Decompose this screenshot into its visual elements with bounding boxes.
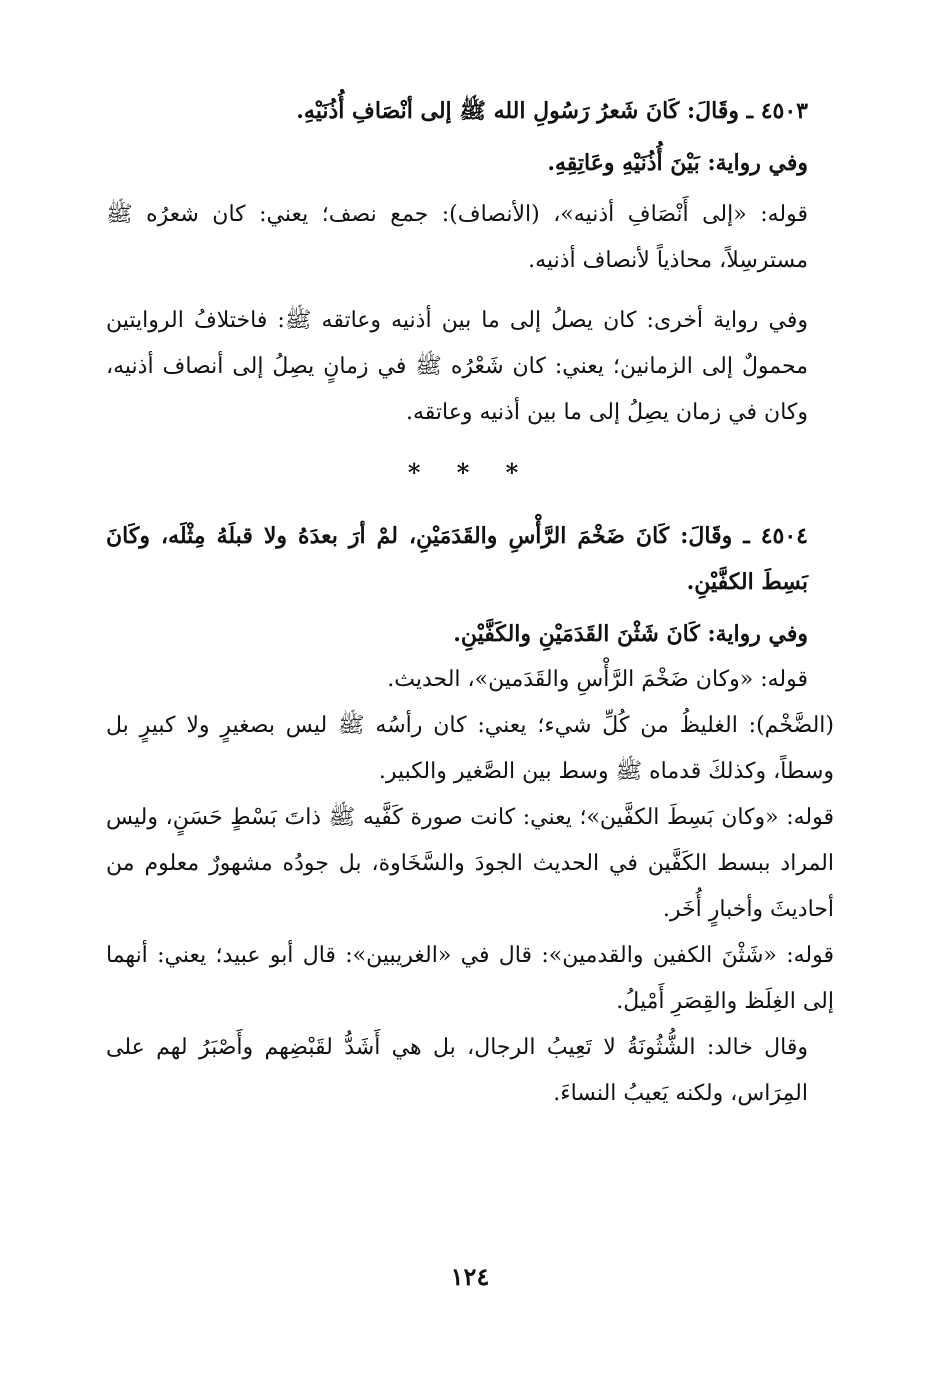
hadith-4504-commentary-2: (الضَّخْم): الغليظُ من كُلِّ شيء؛ يعني: كان رأسُه ﷺ ليس بصغيرٍ ولا كبيرٍ بل وسطاً، وكذلكَ قدماه ﷺ وسط بين الصَّغير والكبير. xyxy=(106,713,834,784)
hadith-4503-commentary-1: قوله: «إلى أَنْصَافِ أذنيه»، (الأنصاف): جمع نصف؛ يعني: كان شعرُه ﷺ مسترسِلاً، محاذياً لأنصاف أذنيه. xyxy=(106,202,808,273)
page-number: ١٢٤ xyxy=(450,1262,490,1291)
hadith-4503-text: ٤٥٠٣ ـ وقَالَ: كَانَ شَعرُ رَسُولِ الله ﷺ إلى أنْصَافِ أُذُنَيْهِ. xyxy=(296,98,808,124)
hadith-4504-commentary-5: وقال خالد: الشُّثُونَةُ لا تَعِيبُ الرجال، بل هي أَشَدُّ لقَبْضِهم وأَصْبَرُ لهم على المِرَاس، ولكنه يَعيبُ النساءَ. xyxy=(106,1035,808,1106)
hadith-4504-text: ٤٥٠٤ ـ وقَالَ: كَانَ ضَخْمَ الرَّأْسِ والقَدَمَيْنِ، لمْ أرَ بعدَهُ ولا قبلَهُ مِثْلَه، وكَانَ بَسِطَ الكفَّيْنِ. xyxy=(106,523,808,595)
hadith-4504-commentary-3: قوله: «وكان بَسِطَ الكفَّين»؛ يعني: كانت صورة كَفَّيه ﷺ ذاتَ بَسْطٍ حَسَنٍ، وليس المراد ببسط الكَفَّين في الحديث الجودَ والسَّخَاوة، بل جودُه مشهورٌ معلوم من أحاديثَ وأخبارٍ أُخَر. xyxy=(106,805,834,922)
hadith-4503-narration: وفي رواية: بَيْنَ أُذُنَيْهِ وعَاتِقِهِ. xyxy=(547,150,808,176)
hadith-4504-narration: وفي رواية: كَانَ شَثْنَ القَدَمَيْنِ والكَفَّيْنِ. xyxy=(453,621,808,647)
section-separator: * * * xyxy=(407,458,533,487)
hadith-4503-commentary-2: وفي رواية أخرى: كان يصلُ إلى ما بين أذنيه وعاتقه ﷺ: فاختلافُ الروايتين محمولٌ إلى الزمانين؛ يعني: كان شَعْرُه ﷺ في زمانٍ يصِلُ إلى أنصاف أذنيه، وكان في زمان يصِلُ إلى ما بين أذنيه وعاتقه. xyxy=(106,308,808,425)
hadith-4504-commentary-1: قوله: «وكان ضَخْمَ الرَّأْسِ والقَدَمين»، الحديث. xyxy=(387,667,808,692)
hadith-4504-commentary-4: قوله: «شَثْنَ الكفين والقدمين»: قال في «الغريبين»: قال أبو عبيد؛ يعني: أنهما إلى الغِلَظ والقِصَرِ أَمْيلُ. xyxy=(106,943,834,1014)
